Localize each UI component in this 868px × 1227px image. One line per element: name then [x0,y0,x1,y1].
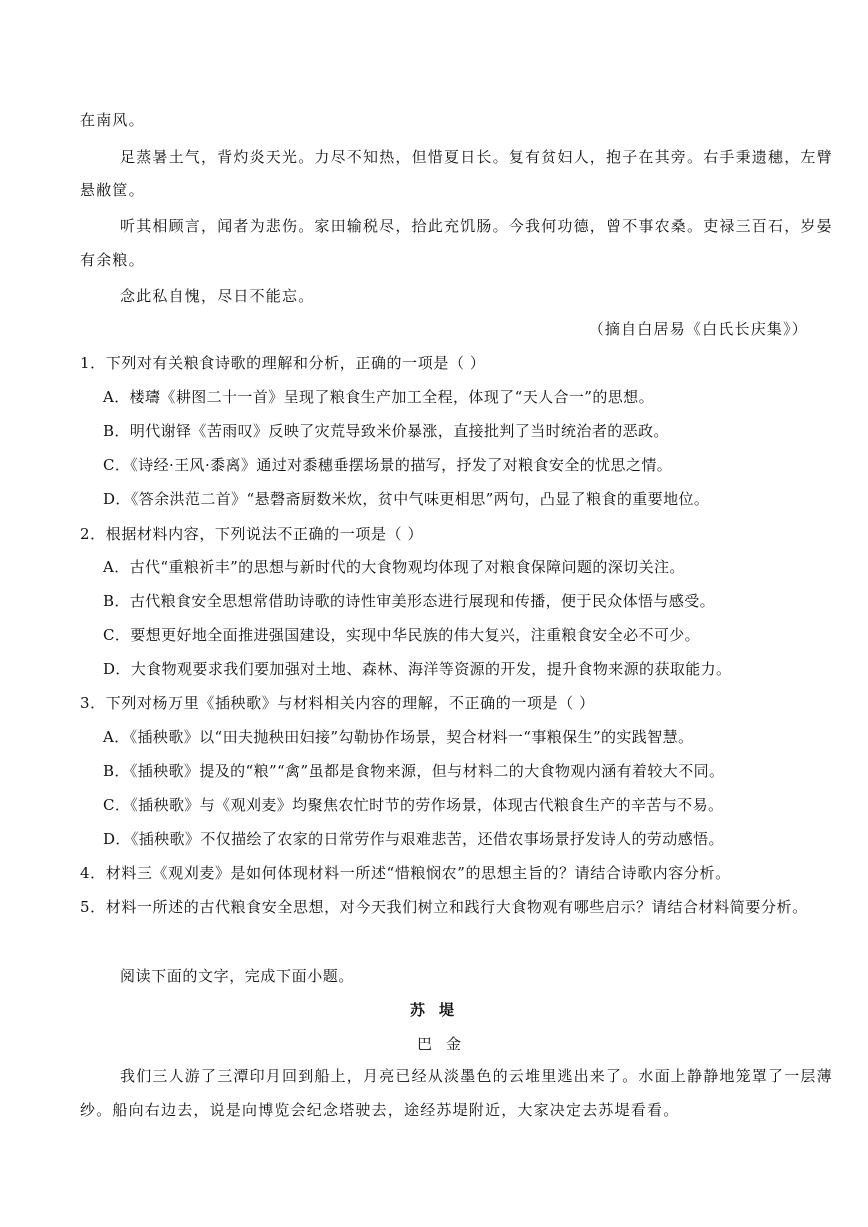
question-option: C．《插秧歌》与《观刈麦》均聚焦农忙时节的劳作场景，体现古代粮食生产的辛苦与不易。 [103,796,724,814]
question-option: D．《插秧歌》不仅描绘了农家的日常劳作与艰难悲苦，还借农事场景抒发诗人的劳动感悟。 [103,830,724,848]
question-option: A．《插秧歌》以“田夫抛秧田妇接”勾勒协作场景，契合材料一“事粮保生”的实践智慧。 [103,728,694,746]
article-paragraph-line: 纱。船向右边去，说是向博览会纪念塔驶去，途经苏堤附近，大家决定去苏堤看看。 [80,1101,680,1119]
poem-line: 足蒸暑土气，背灼炎天光。力尽不知热，但惜夏日长。复有贫妇人，抱子在其旁。右手秉遗穗，左臂 [120,148,833,166]
poem-source: （摘自白居易《白氏长庆集》） [588,320,808,338]
question-stem: 4．材料三《观刈麦》是如何体现材料一所述“惜粮悯农”的思想主旨的？请结合诗歌内容分析。 [80,864,731,882]
article-title: 苏堤 [410,1001,469,1019]
poem-line: 听其相顾言，闻者为悲伤。家田输税尽，拾此充饥肠。今我何功德，曾不事农桑。吏禄三百石，岁晏 [120,217,833,235]
question-option: B．古代粮食安全思想常借助诗歌的诗性审美形态进行展现和传播，便于民众体悟与感受。 [103,592,716,610]
question-option: C．要想更好地全面推进强国建设，实现中华民族的伟大复兴，注重粮食安全必不可少。 [103,626,701,644]
question-option: C．《诗经·王风·黍离》通过对黍穗垂摆场景的描写，抒发了对粮食安全的忧思之情。 [103,456,673,474]
article-paragraph-line: 我们三人游了三潭印月回到船上，月亮已经从淡墨色的云堆里逃出来了。水面上静静地笼罩了一层薄 [120,1067,833,1085]
question-option: D．大食物观要求我们要加强对土地、森林、海洋等资源的开发，提升食物来源的获取能力。 [103,660,732,678]
poem-line: 在南风。 [80,111,145,129]
question-option: A．楼璹《耕图二十一首》呈现了粮食生产加工全程，体现了“天人合一”的思想。 [103,388,654,406]
reading-instruction: 阅读下面的文字，完成下面小题。 [120,967,355,985]
question-option: D．《答余洪范二首》“悬磬斋厨数米炊，贫中气味更相思”两句，凸显了粮食的重要地位。 [103,490,710,508]
poem-line: 有余粮。 [80,251,145,269]
question-option: B．《插秧歌》提及的“粮”“禽”虽都是食物来源，但与材料二的大食物观内涵有着较大不同。 [103,762,725,780]
question-stem: 1．下列对有关粮食诗歌的理解和分析，正确的一项是（ ） [80,354,486,372]
poem-line: 念此私自愧，尽日不能忘。 [120,287,315,305]
question-stem: 3．下列对杨万里《插秧歌》与材料相关内容的理解，不正确的一项是（ ） [80,694,595,712]
question-stem: 5．材料一所述的古代粮食安全思想，对今天我们树立和践行大食物观有哪些启示？请结合材料简要分析。 [80,898,808,916]
question-stem: 2．根据材料内容，下列说法不正确的一项是（ ） [80,525,424,543]
article-author: 巴金 [417,1035,476,1053]
question-option: A．古代“重粮祈丰”的思想与新时代的大食物观均体现了对粮食保障问题的深切关注。 [103,558,685,576]
poem-line: 悬敝筐。 [80,181,145,199]
question-option: B．明代谢铎《苦雨叹》反映了灾荒导致米价暴涨，直接批判了当时统治者的恶政。 [103,422,669,440]
